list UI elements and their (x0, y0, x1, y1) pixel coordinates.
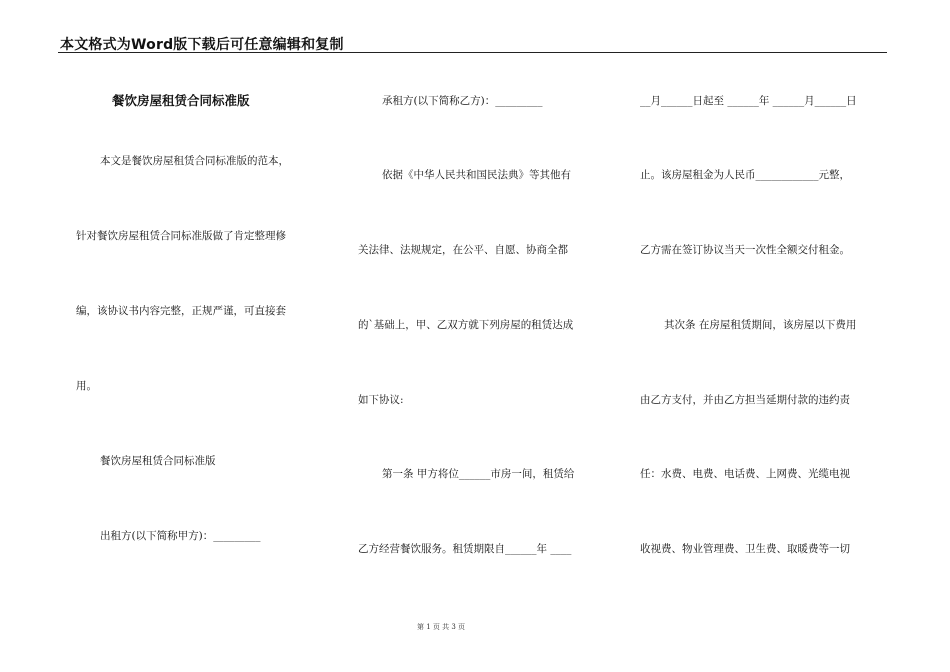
right-paragraph-line: 由乙方支付，并由乙方担当延期付款的违约责 (640, 394, 850, 406)
lessor-line: 出租方(以下简称甲方)：_________ (100, 530, 261, 542)
middle-paragraph-line: 的`基础上，甲、乙双方就下列房屋的租赁达成 (358, 319, 574, 331)
header-divider (58, 52, 887, 53)
left-paragraph-line: 本文是餐饮房屋租赁合同标准版的范本， (100, 155, 289, 167)
left-paragraph-line: 编，该协议书内容完整，正规严谨，可直接套 (76, 305, 286, 317)
right-paragraph-line: 乙方需在签订协议当天一次性全额交付租金。 (640, 244, 850, 256)
document-header: 本文格式为Word版下载后可任意编辑和复制 (60, 37, 344, 53)
middle-paragraph-line: 关法律、法规规定，在公平、自愿、协商全都 (358, 244, 568, 256)
left-paragraph-line: 针对餐饮房屋租赁合同标准版做了肯定整理修 (76, 230, 286, 242)
page-number-footer: 第 1 页 共 3 页 (416, 623, 466, 631)
middle-paragraph-line: 乙方经营餐饮服务。租赁期限自______年 ____ (358, 543, 572, 555)
middle-paragraph-line: 依据《中华人民共和国民法典》等其他有 (382, 169, 571, 181)
document-title: 餐饮房屋租赁合同标准版 (112, 93, 250, 108)
left-subtitle: 餐饮房屋租赁合同标准版 (100, 455, 216, 467)
right-paragraph-line: 任：水费、电费、电话费、上网费、光缆电视 (640, 468, 850, 480)
article-one-line: 第一条 甲方将位______市房一间，租赁给 (382, 468, 575, 480)
article-two-line: 其次条 在房屋租赁期间，该房屋以下费用 (664, 319, 857, 331)
right-paragraph-line: 止。该房屋租金为人民币____________元整， (640, 169, 850, 181)
right-paragraph-line: 收视费、物业管理费、卫生费、取暖费等一切 (640, 543, 850, 555)
middle-paragraph-line: 如下协议: (358, 394, 404, 406)
lessee-line: 承租方(以下简称乙方)：_________ (382, 95, 543, 107)
right-paragraph-line: __月______日起至 ______年 ______月______日 (640, 95, 857, 107)
left-paragraph-line: 用。 (76, 380, 97, 392)
